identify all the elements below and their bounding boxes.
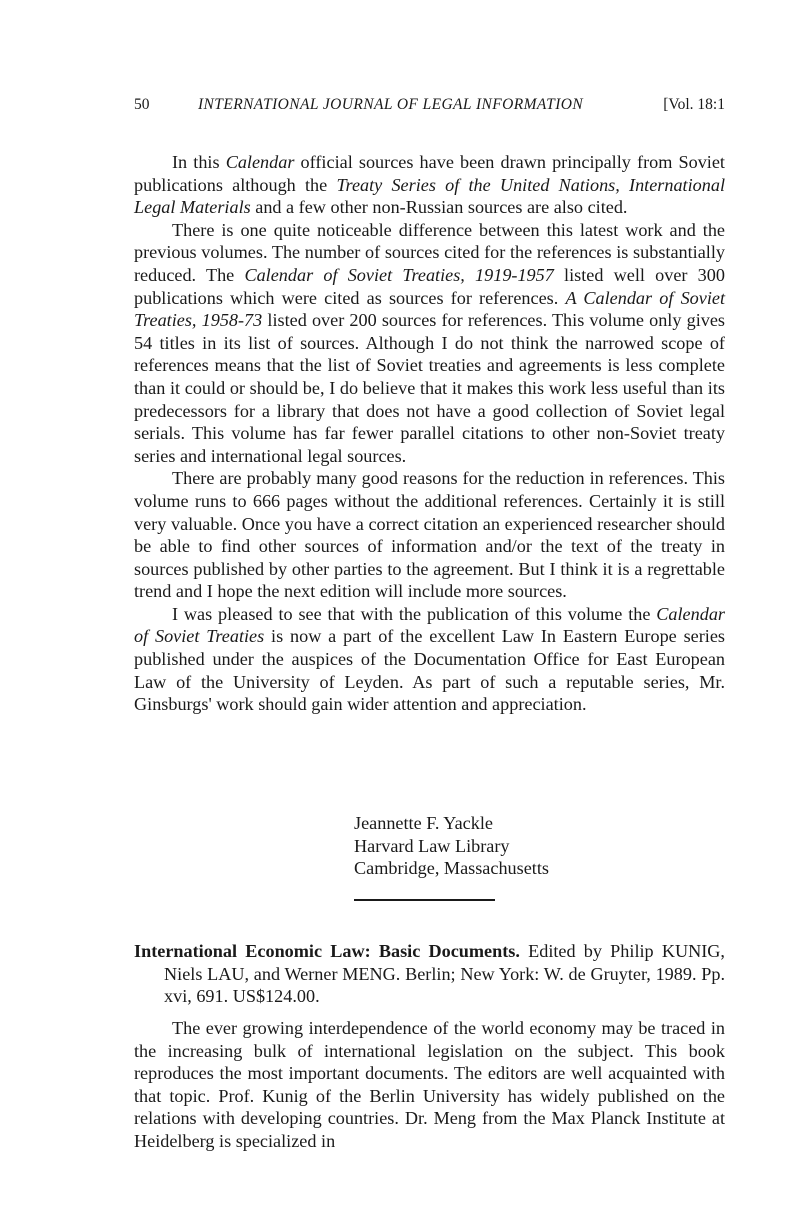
reviewer-signature [354,812,549,880]
review-one-paragraph-3: There are probably many good reasons for the reduction in references. This volume runs to 666 pages without the additional references. Certainly it is still very valuable. Once you have a correct citation an experienced researcher should be able to find other sources of information and/or the text of the treaty in sources published by other parties to the agreement. But I think it is a regrettable trend and I hope the next edition will include more sources. [134,468,725,602]
text-run: listed over 200 sources for references. This volume only gives 54 titles in its list of sources. Although I do not think the narrowed scope of references means that the list of Soviet treaties and agreements is less complete than it could or should be, I do believe that it makes this work less useful than its predecessors for a library that does not have a good collection of Soviet legal serials. This volume has far fewer parallel citations to other non-Soviet treaty series and international legal sources. [134,310,725,466]
text-run: I was pleased to see that with the publication of this volume the [172,603,657,624]
volume-label: [Vol. 18:1 [663,96,725,113]
review-one-paragraph-4 [134,603,725,716]
review-two-paragraph-1: The ever growing interdependence of the world economy may be traced in the increasing bulk of international legislation on the subject. This book reproduces the most important documents. The editors are well acquainted with that topic. Prof. Kunig of the Berlin University has widely published on the relations with developing countries. Dr. Meng from the Max Planck Institute at Heidelberg is specialized in [134,1018,725,1151]
text-run: is now a part of the excellent Law In Eastern Europe series published under the auspices of the Documentation Office for East European Law of the University of Leyden. As part of such a reputable series, Mr. Ginsburgs' work should gain wider attention and appreciation. [134,626,725,715]
italic-title: Calendar of Soviet Treaties, 1919-1957 [244,264,554,285]
book-citation-heading [134,940,725,1008]
page-number: 50 [134,96,150,113]
text-run: official sources have been drawn principally from Soviet publications although the [134,152,725,195]
italic-title: Calendar [225,152,295,172]
text-run: and a few other non-Russian sources are also cited. [250,197,628,218]
book-title: International Economic Law: Basic Documents. [134,941,520,961]
italic-title: Calendar of Soviet Treaties [134,603,725,647]
text-run: There is one quite noticeable difference between this latest work and the previous volumes. The number of sources cited for the references is substantially reduced. The [134,219,725,285]
book-citation: Edited by Philip KUNIG, Niels LAU, and Werner MENG. Berlin; New York: W. de Gruyter, 1989. Pp. xvi, 691. US$124.00. [164,941,725,1007]
italic-title: A Calendar of Soviet Treaties, 1958-73 [134,287,726,331]
review-one-body [134,151,725,716]
journal-title: INTERNATIONAL JOURNAL OF LEGAL INFORMATION [198,96,584,113]
reviewer-name: Jeannette F. Yackle [354,813,493,833]
section-divider [354,899,495,901]
review-two-body [134,1017,725,1153]
running-head [134,94,725,116]
text-run: listed well over 300 publications which were cited as sources for references. [134,264,725,308]
italic-title: Treaty Series of the United Nations, International Legal Materials [134,174,725,218]
text-run: In this [172,152,226,172]
review-one-paragraph-1 [134,151,725,219]
reviewer-location: Cambridge, Massachusetts [354,858,549,879]
review-one-paragraph-2 [134,219,725,468]
reviewer-institution: Harvard Law Library [354,835,510,856]
